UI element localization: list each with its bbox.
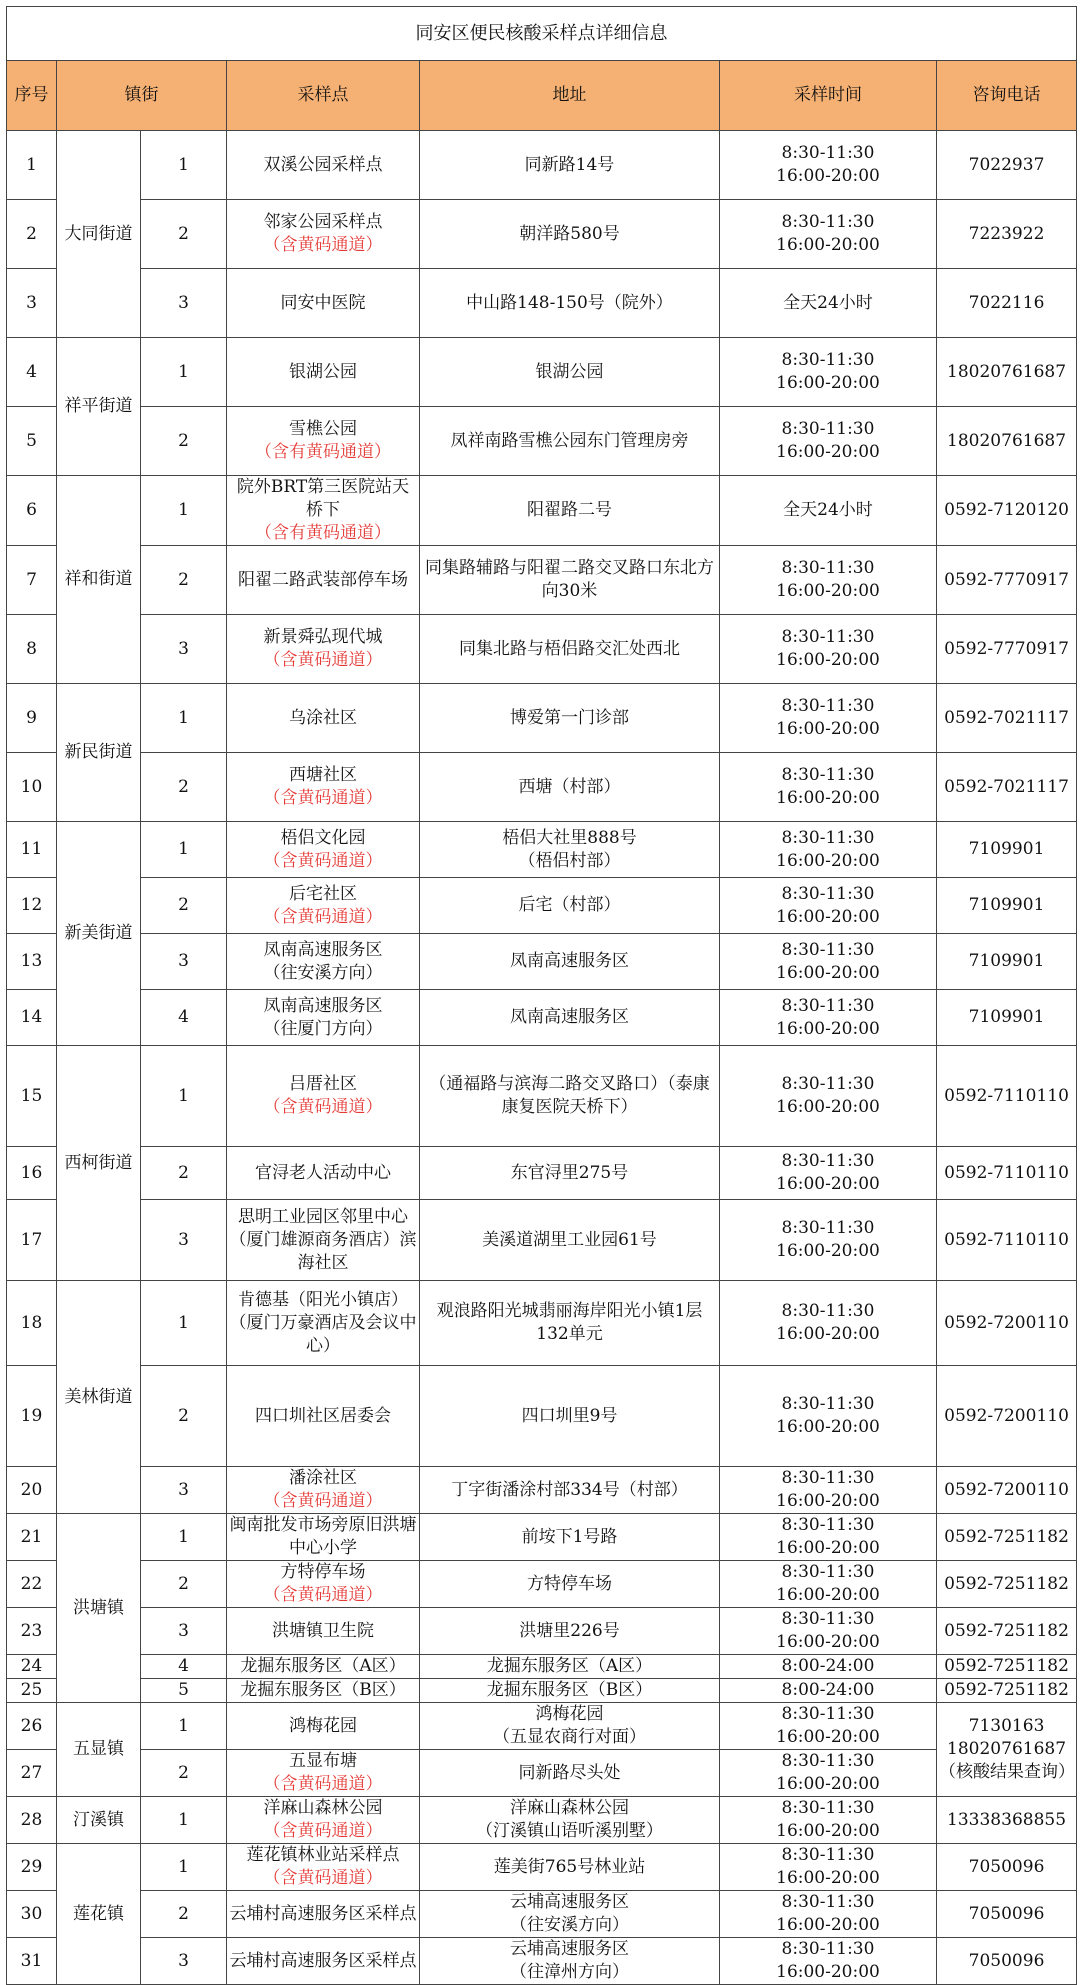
site-index: 3 — [141, 1608, 227, 1655]
sampling-time: 8:30-11:30 16:00-20:00 — [720, 1561, 937, 1608]
yellow-code-note: （含黄码通道） — [263, 788, 383, 808]
table-row — [7, 1608, 1077, 1655]
table-row — [7, 753, 1077, 822]
site-name — [227, 200, 420, 269]
sampling-time: 8:30-11:30 16:00-20:00 — [720, 822, 937, 878]
contact-phone: 7109901 — [937, 990, 1077, 1046]
site-name — [227, 407, 420, 476]
row-number: 6 — [7, 476, 57, 546]
sampling-time: 8:30-11:30 16:00-20:00 — [720, 1703, 937, 1750]
yellow-code-note: （含黄码通道） — [263, 1491, 383, 1511]
site-name — [227, 822, 420, 878]
site-index: 2 — [141, 200, 227, 269]
yellow-code-note: （含黄码通道） — [263, 1868, 383, 1888]
row-number: 20 — [7, 1467, 57, 1514]
site-address: 洋麻山森林公园 （汀溪镇山语听溪别墅） — [420, 1797, 720, 1844]
row-number: 22 — [7, 1561, 57, 1608]
contact-phone: 7050096 — [937, 1891, 1077, 1938]
table-row — [7, 1938, 1077, 1985]
table-row — [7, 1844, 1077, 1891]
table-row — [7, 476, 1077, 546]
table-row — [7, 1891, 1077, 1938]
site-name-text: 乌涂社区 — [289, 707, 357, 728]
table-row — [7, 1281, 1077, 1366]
yellow-code-note: （含黄码通道） — [263, 850, 383, 871]
site-address: 凤祥南路雪樵公园东门管理房旁 — [420, 407, 720, 476]
site-name — [227, 1938, 420, 1985]
site-name-text: 银湖公园 — [289, 361, 357, 382]
site-name — [227, 1514, 420, 1561]
site-name-text: 思明工业园区邻里中心（厦门雄源商务酒店）滨海社区 — [229, 1206, 417, 1273]
site-address: 云埔高速服务区 （往安溪方向） — [420, 1891, 720, 1938]
contact-phone: 0592-7770917 — [937, 615, 1077, 684]
site-index: 1 — [141, 684, 227, 753]
table-row — [7, 615, 1077, 684]
contact-phone: 0592-7200110 — [937, 1467, 1077, 1514]
sampling-time: 8:30-11:30 16:00-20:00 — [720, 1608, 937, 1655]
site-name-text: 闽南批发市场旁原旧洪塘中心小学 — [229, 1515, 417, 1558]
contact-phone: 7130163 18020761687 （核酸结果查询） — [937, 1703, 1077, 1797]
sampling-time: 8:30-11:30 16:00-20:00 — [720, 753, 937, 822]
site-address: 同新路14号 — [420, 131, 720, 200]
site-name — [227, 615, 420, 684]
contact-phone: 18020761687 — [937, 407, 1077, 476]
row-number: 5 — [7, 407, 57, 476]
sampling-time: 8:30-11:30 16:00-20:00 — [720, 878, 937, 934]
site-name — [227, 1797, 420, 1844]
table-row — [7, 1561, 1077, 1608]
sampling-time: 8:30-11:30 16:00-20:00 — [720, 131, 937, 200]
site-name-text: 凤南高速服务区 （往安溪方向） — [263, 939, 383, 983]
yellow-code-note: （含黄码通道） — [263, 1774, 383, 1794]
row-number: 25 — [7, 1679, 57, 1703]
contact-phone: 0592-7251182 — [937, 1679, 1077, 1703]
town-name: 西柯街道 — [57, 1046, 141, 1281]
row-number: 24 — [7, 1655, 57, 1679]
site-name-text: 阳翟二路武装部停车场 — [238, 569, 408, 590]
contact-phone: 0592-7251182 — [937, 1655, 1077, 1679]
site-name — [227, 338, 420, 407]
table-row — [7, 1147, 1077, 1200]
site-name — [227, 878, 420, 934]
table-row — [7, 684, 1077, 753]
contact-phone: 7050096 — [937, 1938, 1077, 1985]
site-name-text: 洪塘镇卫生院 — [272, 1620, 374, 1641]
site-name-text: 云埔村高速服务区采样点 — [229, 1903, 417, 1924]
sampling-time: 8:30-11:30 16:00-20:00 — [720, 1797, 937, 1844]
contact-phone: 7050096 — [937, 1844, 1077, 1891]
row-number: 1 — [7, 131, 57, 200]
row-number: 19 — [7, 1366, 57, 1467]
site-name-text: 龙掘东服务区（B区） — [240, 1680, 406, 1700]
contact-phone: 0592-7120120 — [937, 476, 1077, 546]
sampling-time: 全天24小时 — [720, 269, 937, 338]
contact-phone: 7109901 — [937, 878, 1077, 934]
town-name: 新美街道 — [57, 822, 141, 1046]
sampling-time: 8:30-11:30 16:00-20:00 — [720, 615, 937, 684]
town-name: 新民街道 — [57, 684, 141, 822]
col-header-town: 镇街 — [57, 61, 227, 131]
row-number: 14 — [7, 990, 57, 1046]
site-name-text: 邻家公园采样点 — [263, 212, 383, 232]
contact-phone: 0592-7251182 — [937, 1561, 1077, 1608]
col-header-site: 采样点 — [227, 61, 420, 131]
site-address: 丁字街潘涂村部334号（村部） — [420, 1467, 720, 1514]
contact-phone: 0592-7200110 — [937, 1281, 1077, 1366]
town-name: 莲花镇 — [57, 1844, 141, 1985]
sampling-time: 8:30-11:30 16:00-20:00 — [720, 990, 937, 1046]
table-row — [7, 269, 1077, 338]
site-address: 莲美街765号林业站 — [420, 1844, 720, 1891]
table-row — [7, 338, 1077, 407]
sampling-time: 8:30-11:30 16:00-20:00 — [720, 1750, 937, 1797]
site-name — [227, 753, 420, 822]
site-name — [227, 684, 420, 753]
row-number: 30 — [7, 1891, 57, 1938]
row-number: 27 — [7, 1750, 57, 1797]
yellow-code-note: （含黄码通道） — [263, 1821, 383, 1841]
row-number: 3 — [7, 269, 57, 338]
row-number: 8 — [7, 615, 57, 684]
site-address: 方特停车场 — [420, 1561, 720, 1608]
sampling-time: 8:30-11:30 16:00-20:00 — [720, 1200, 937, 1281]
site-index: 1 — [141, 1703, 227, 1750]
sampling-time: 8:30-11:30 16:00-20:00 — [720, 1514, 937, 1561]
site-name — [227, 934, 420, 990]
contact-phone: 7223922 — [937, 200, 1077, 269]
table-row — [7, 990, 1077, 1046]
site-index: 2 — [141, 1561, 227, 1608]
table-row — [7, 1797, 1077, 1844]
site-index: 2 — [141, 878, 227, 934]
town-name: 美林街道 — [57, 1281, 141, 1514]
site-index: 1 — [141, 1844, 227, 1891]
site-name-text: 后宅社区 — [289, 883, 357, 904]
site-address: （通福路与滨海二路交叉路口）（泰康康复医院天桥下） — [420, 1046, 720, 1147]
site-index: 2 — [141, 753, 227, 822]
site-address: 凤南高速服务区 — [420, 990, 720, 1046]
contact-phone: 0592-7251182 — [937, 1608, 1077, 1655]
sampling-time: 8:30-11:30 16:00-20:00 — [720, 1366, 937, 1467]
site-index: 2 — [141, 1147, 227, 1200]
site-address: 同集北路与梧侣路交汇处西北 — [420, 615, 720, 684]
col-header-address: 地址 — [420, 61, 720, 131]
sampling-time: 全天24小时 — [720, 476, 937, 546]
row-number: 10 — [7, 753, 57, 822]
sampling-time: 8:30-11:30 16:00-20:00 — [720, 1467, 937, 1514]
row-number: 29 — [7, 1844, 57, 1891]
site-name-text: 同安中医院 — [280, 292, 366, 313]
site-index: 2 — [141, 1366, 227, 1467]
table-row — [7, 1046, 1077, 1147]
site-index: 1 — [141, 1514, 227, 1561]
site-index: 1 — [141, 822, 227, 878]
site-index: 3 — [141, 934, 227, 990]
site-name-text: 肯德基（阳光小镇店）（厦门万豪酒店及会议中心） — [229, 1289, 417, 1356]
site-address: 前垵下1号路 — [420, 1514, 720, 1561]
site-address: 同集路辅路与阳翟二路交叉路口东北方向30米 — [420, 546, 720, 615]
site-index: 3 — [141, 1200, 227, 1281]
row-number: 11 — [7, 822, 57, 878]
site-name — [227, 1046, 420, 1147]
sampling-time: 8:30-11:30 16:00-20:00 — [720, 546, 937, 615]
table-row — [7, 200, 1077, 269]
row-number: 4 — [7, 338, 57, 407]
yellow-code-note: （含黄码通道） — [263, 235, 383, 255]
site-index: 1 — [141, 1797, 227, 1844]
site-name — [227, 131, 420, 200]
table-row — [7, 1679, 1077, 1703]
site-name-text: 吕厝社区 — [289, 1074, 357, 1094]
table-row — [7, 1703, 1077, 1750]
site-name-text: 鸿梅花园 — [289, 1715, 357, 1736]
site-name — [227, 1703, 420, 1750]
site-address: 后宅（村部） — [420, 878, 720, 934]
site-address: 洪塘里226号 — [420, 1608, 720, 1655]
site-name-text: 凤南高速服务区 （往厦门方向） — [263, 995, 383, 1039]
site-name-text: 西塘社区 — [289, 765, 357, 785]
sampling-time: 8:30-11:30 16:00-20:00 — [720, 934, 937, 990]
row-number: 28 — [7, 1797, 57, 1844]
col-header-time: 采样时间 — [720, 61, 937, 131]
site-name-text: 雪樵公园 — [289, 419, 357, 439]
table-row — [7, 131, 1077, 200]
table-row — [7, 822, 1077, 878]
site-name — [227, 1366, 420, 1467]
site-name-text: 龙掘东服务区（A区） — [240, 1656, 406, 1676]
site-name — [227, 1200, 420, 1281]
site-index: 3 — [141, 1467, 227, 1514]
site-address: 云埔高速服务区 （往漳州方向） — [420, 1938, 720, 1985]
site-name-text: 潘涂社区 — [289, 1468, 357, 1488]
site-index: 2 — [141, 1891, 227, 1938]
site-name — [227, 1561, 420, 1608]
sampling-time: 8:30-11:30 16:00-20:00 — [720, 1046, 937, 1147]
site-name — [227, 1467, 420, 1514]
contact-phone: 0592-7021117 — [937, 684, 1077, 753]
site-index: 1 — [141, 1281, 227, 1366]
site-address: 四口圳里9号 — [420, 1366, 720, 1467]
row-number: 9 — [7, 684, 57, 753]
contact-phone: 0592-7110110 — [937, 1147, 1077, 1200]
contact-phone: 7109901 — [937, 822, 1077, 878]
site-name — [227, 1608, 420, 1655]
table-row — [7, 546, 1077, 615]
site-name-text: 莲花镇林业站采样点 — [246, 1845, 400, 1865]
site-index: 3 — [141, 615, 227, 684]
site-address: 阳翟路二号 — [420, 476, 720, 546]
row-number: 26 — [7, 1703, 57, 1750]
site-index: 1 — [141, 131, 227, 200]
town-name: 洪塘镇 — [57, 1514, 141, 1703]
sampling-time: 8:30-11:30 16:00-20:00 — [720, 1891, 937, 1938]
sampling-time: 8:30-11:30 16:00-20:00 — [720, 407, 937, 476]
site-index: 4 — [141, 990, 227, 1046]
table-row — [7, 407, 1077, 476]
yellow-code-note: （含黄码通道） — [263, 1585, 383, 1605]
site-index: 1 — [141, 476, 227, 546]
row-number: 23 — [7, 1608, 57, 1655]
contact-phone: 0592-7110110 — [937, 1046, 1077, 1147]
row-number: 2 — [7, 200, 57, 269]
row-number: 18 — [7, 1281, 57, 1366]
contact-phone: 0592-7770917 — [937, 546, 1077, 615]
sampling-time: 8:30-11:30 16:00-20:00 — [720, 1281, 937, 1366]
site-index: 4 — [141, 1655, 227, 1679]
sampling-time: 8:30-11:30 16:00-20:00 — [720, 684, 937, 753]
site-name-text: 院外BRT第三医院站天桥下 — [236, 477, 410, 520]
site-address: 西塘（村部） — [420, 753, 720, 822]
site-name-text: 洋麻山森林公园 — [263, 1798, 383, 1818]
site-name — [227, 1147, 420, 1200]
site-name-text: 梧侣文化园 — [280, 827, 366, 848]
sampling-time: 8:30-11:30 16:00-20:00 — [720, 200, 937, 269]
site-name-text: 四口圳社区居委会 — [255, 1405, 391, 1426]
site-address: 同新路尽头处 — [420, 1750, 720, 1797]
contact-phone: 0592-7110110 — [937, 1200, 1077, 1281]
sampling-time: 8:00-24:00 — [720, 1679, 937, 1703]
table-row — [7, 1655, 1077, 1679]
site-name — [227, 1891, 420, 1938]
town-name: 祥和街道 — [57, 476, 141, 684]
contact-phone: 0592-7021117 — [937, 753, 1077, 822]
site-name — [227, 476, 420, 546]
site-index: 1 — [141, 338, 227, 407]
contact-phone: 7022116 — [937, 269, 1077, 338]
site-index: 5 — [141, 1679, 227, 1703]
town-name: 汀溪镇 — [57, 1797, 141, 1844]
site-name-text: 双溪公园采样点 — [263, 154, 383, 175]
site-name-text: 新景舜弘现代城 — [263, 627, 383, 647]
site-address: 银湖公园 — [420, 338, 720, 407]
site-address: 观浪路阳光城翡丽海岸阳光小镇1层132单元 — [420, 1281, 720, 1366]
contact-phone: 7109901 — [937, 934, 1077, 990]
site-address: 鸿梅花园 （五显农商行对面） — [420, 1703, 720, 1750]
row-number: 13 — [7, 934, 57, 990]
site-address: 朝洋路580号 — [420, 200, 720, 269]
site-name-text: 云埔村高速服务区采样点 — [229, 1950, 417, 1971]
row-number: 16 — [7, 1147, 57, 1200]
site-index: 2 — [141, 546, 227, 615]
row-number: 31 — [7, 1938, 57, 1985]
sampling-time: 8:30-11:30 16:00-20:00 — [720, 338, 937, 407]
sampling-time: 8:00-24:00 — [720, 1655, 937, 1679]
table-row — [7, 934, 1077, 990]
site-index: 2 — [141, 407, 227, 476]
site-address: 东官浔里275号 — [420, 1147, 720, 1200]
site-name — [227, 1281, 420, 1366]
site-address: 龙掘东服务区（A区） — [420, 1655, 720, 1679]
site-name — [227, 1750, 420, 1797]
site-index: 1 — [141, 1046, 227, 1147]
col-header-no: 序号 — [7, 61, 57, 131]
site-address: 博爱第一门诊部 — [420, 684, 720, 753]
header-row — [7, 61, 1077, 131]
yellow-code-note: （含有黄码通道） — [255, 442, 391, 462]
contact-phone: 0592-7251182 — [937, 1514, 1077, 1561]
contact-phone: 7022937 — [937, 131, 1077, 200]
table-row — [7, 1366, 1077, 1467]
row-number: 17 — [7, 1200, 57, 1281]
table-row — [7, 1200, 1077, 1281]
town-name: 大同街道 — [57, 131, 141, 338]
table-row — [7, 1514, 1077, 1561]
table-title: 同安区便民核酸采样点详细信息 — [7, 7, 1077, 61]
sampling-time: 8:30-11:30 16:00-20:00 — [720, 1147, 937, 1200]
table-row — [7, 1467, 1077, 1514]
sampling-sites-table — [6, 6, 1077, 1985]
row-number: 15 — [7, 1046, 57, 1147]
yellow-code-note: （含黄码通道） — [263, 1097, 383, 1117]
row-number: 7 — [7, 546, 57, 615]
row-number: 21 — [7, 1514, 57, 1561]
contact-phone: 0592-7200110 — [937, 1366, 1077, 1467]
sampling-time: 8:30-11:30 16:00-20:00 — [720, 1844, 937, 1891]
col-header-phone: 咨询电话 — [937, 61, 1077, 131]
yellow-code-note: （含有黄码通道） — [255, 523, 391, 543]
site-address: 凤南高速服务区 — [420, 934, 720, 990]
yellow-code-note: （含黄码通道） — [263, 906, 383, 927]
site-address: 中山路148-150号（院外） — [420, 269, 720, 338]
contact-phone: 13338368855 — [937, 1797, 1077, 1844]
yellow-code-note: （含黄码通道） — [263, 650, 383, 670]
table-row — [7, 1750, 1077, 1797]
site-name — [227, 1844, 420, 1891]
site-index: 3 — [141, 269, 227, 338]
table-row — [7, 878, 1077, 934]
site-name-text: 官浔老人活动中心 — [255, 1162, 391, 1183]
site-address: 龙掘东服务区（B区） — [420, 1679, 720, 1703]
town-name: 祥平街道 — [57, 338, 141, 476]
sampling-time: 8:30-11:30 16:00-20:00 — [720, 1938, 937, 1985]
table-body — [7, 131, 1077, 1985]
site-name-text: 五显布塘 — [289, 1751, 357, 1771]
contact-phone: 18020761687 — [937, 338, 1077, 407]
town-name: 五显镇 — [57, 1703, 141, 1797]
site-name — [227, 546, 420, 615]
site-index: 3 — [141, 1938, 227, 1985]
site-name — [227, 1655, 420, 1679]
site-name — [227, 269, 420, 338]
site-index: 2 — [141, 1750, 227, 1797]
site-name — [227, 1679, 420, 1703]
site-name-text: 方特停车场 — [280, 1562, 366, 1582]
site-address: 梧侣大社里888号 （梧侣村部） — [420, 822, 720, 878]
site-address: 美溪道湖里工业园61号 — [420, 1200, 720, 1281]
site-name — [227, 990, 420, 1046]
row-number: 12 — [7, 878, 57, 934]
